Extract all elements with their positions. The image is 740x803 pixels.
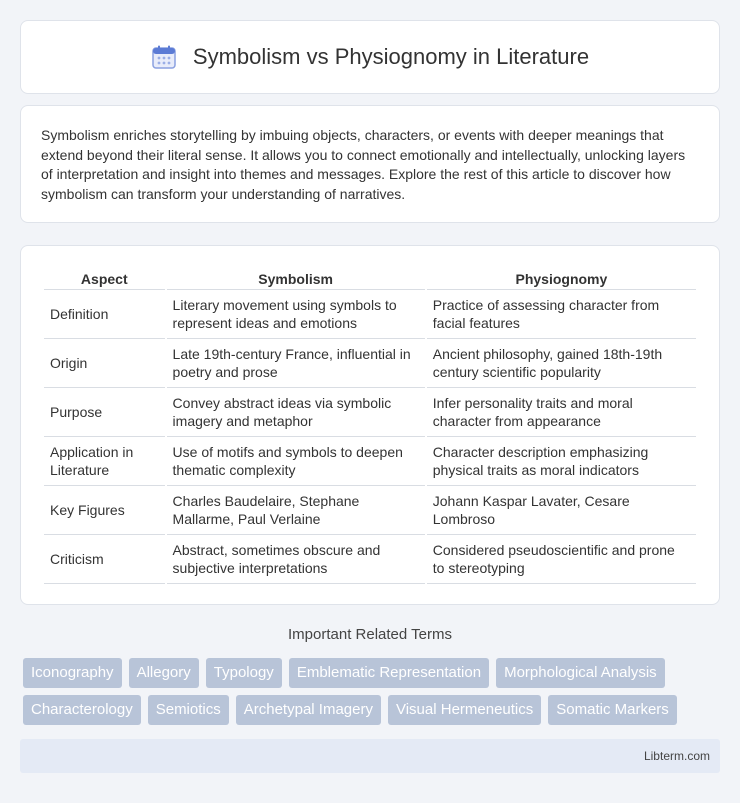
table-cell-aspect: Application in Literature bbox=[44, 437, 165, 486]
table-cell-aspect: Key Figures bbox=[44, 486, 165, 535]
tag-iconography[interactable]: Iconography bbox=[23, 658, 122, 688]
table-cell-physiognomy: Johann Kaspar Lavater, Cesare Lombroso bbox=[427, 486, 696, 535]
table-cell-symbolism: Late 19th-century France, influential in poetry and prose bbox=[167, 339, 425, 388]
column-header-symbolism: Symbolism bbox=[167, 266, 425, 290]
tag-emblematic-representation[interactable]: Emblematic Representation bbox=[289, 658, 489, 688]
footer-site-link[interactable]: Libterm.com bbox=[643, 749, 710, 763]
table-cell-symbolism: Abstract, sometimes obscure and subjective interpretations bbox=[167, 535, 425, 584]
column-header-aspect: Aspect bbox=[44, 266, 165, 290]
tag-row bbox=[23, 695, 723, 725]
table-row bbox=[44, 339, 696, 388]
table-row bbox=[44, 290, 696, 339]
comparison-table bbox=[42, 266, 698, 584]
table-cell-physiognomy: Considered pseudoscientific and prone to stereotyping bbox=[427, 535, 696, 584]
table-cell-aspect: Purpose bbox=[44, 388, 165, 437]
tag-semiotics[interactable]: Semiotics bbox=[148, 695, 229, 725]
table-cell-physiognomy: Character description emphasizing physical traits as moral indicators bbox=[427, 437, 696, 486]
table-cell-physiognomy: Practice of assessing character from facial features bbox=[427, 290, 696, 339]
intro-card bbox=[20, 105, 720, 223]
footer bbox=[20, 739, 720, 773]
tag-allegory[interactable]: Allegory bbox=[129, 658, 199, 688]
calendar-icon bbox=[151, 44, 177, 70]
table-row bbox=[44, 388, 696, 437]
tag-morphological-analysis[interactable]: Morphological Analysis bbox=[496, 658, 665, 688]
tag-characterology[interactable]: Characterology bbox=[23, 695, 141, 725]
table-cell-aspect: Definition bbox=[44, 290, 165, 339]
table-cell-physiognomy: Ancient philosophy, gained 18th-19th century scientific popularity bbox=[427, 339, 696, 388]
page-title: Symbolism vs Physiognomy in Literature bbox=[192, 44, 590, 69]
table-cell-symbolism: Use of motifs and symbols to deepen thematic complexity bbox=[167, 437, 425, 486]
tag-visual-hermeneutics[interactable]: Visual Hermeneutics bbox=[388, 695, 541, 725]
related-terms-heading: Important Related Terms bbox=[288, 626, 452, 643]
tag-somatic-markers[interactable]: Somatic Markers bbox=[548, 695, 677, 725]
comparison-table-card bbox=[20, 245, 720, 605]
table-cell-symbolism: Charles Baudelaire, Stephane Mallarme, Paul Verlaine bbox=[167, 486, 425, 535]
tag-row bbox=[23, 658, 723, 688]
column-header-physiognomy: Physiognomy bbox=[427, 266, 696, 290]
intro-text: Symbolism enriches storytelling by imbuing objects, characters, or events with deeper meanings that extend beyond their literal sense. It allows you to connect emotionally and intellectually, unlocking layers of interpretation and insight into themes and messages. Explore the rest of this article to discover how symbolism can transform your understanding of narratives. bbox=[41, 127, 686, 202]
table-cell-aspect: Criticism bbox=[44, 535, 165, 584]
table-cell-physiognomy: Infer personality traits and moral character from appearance bbox=[427, 388, 696, 437]
table-cell-aspect: Origin bbox=[44, 339, 165, 388]
table-row bbox=[44, 437, 696, 486]
table-row bbox=[44, 535, 696, 584]
related-terms bbox=[23, 658, 723, 732]
tag-archetypal-imagery[interactable]: Archetypal Imagery bbox=[236, 695, 381, 725]
table-cell-symbolism: Convey abstract ideas via symbolic imagery and metaphor bbox=[167, 388, 425, 437]
table-row bbox=[44, 486, 696, 535]
table-cell-symbolism: Literary movement using symbols to represent ideas and emotions bbox=[167, 290, 425, 339]
tag-typology[interactable]: Typology bbox=[206, 658, 282, 688]
table-header-row bbox=[44, 266, 696, 290]
header-card bbox=[20, 20, 720, 94]
